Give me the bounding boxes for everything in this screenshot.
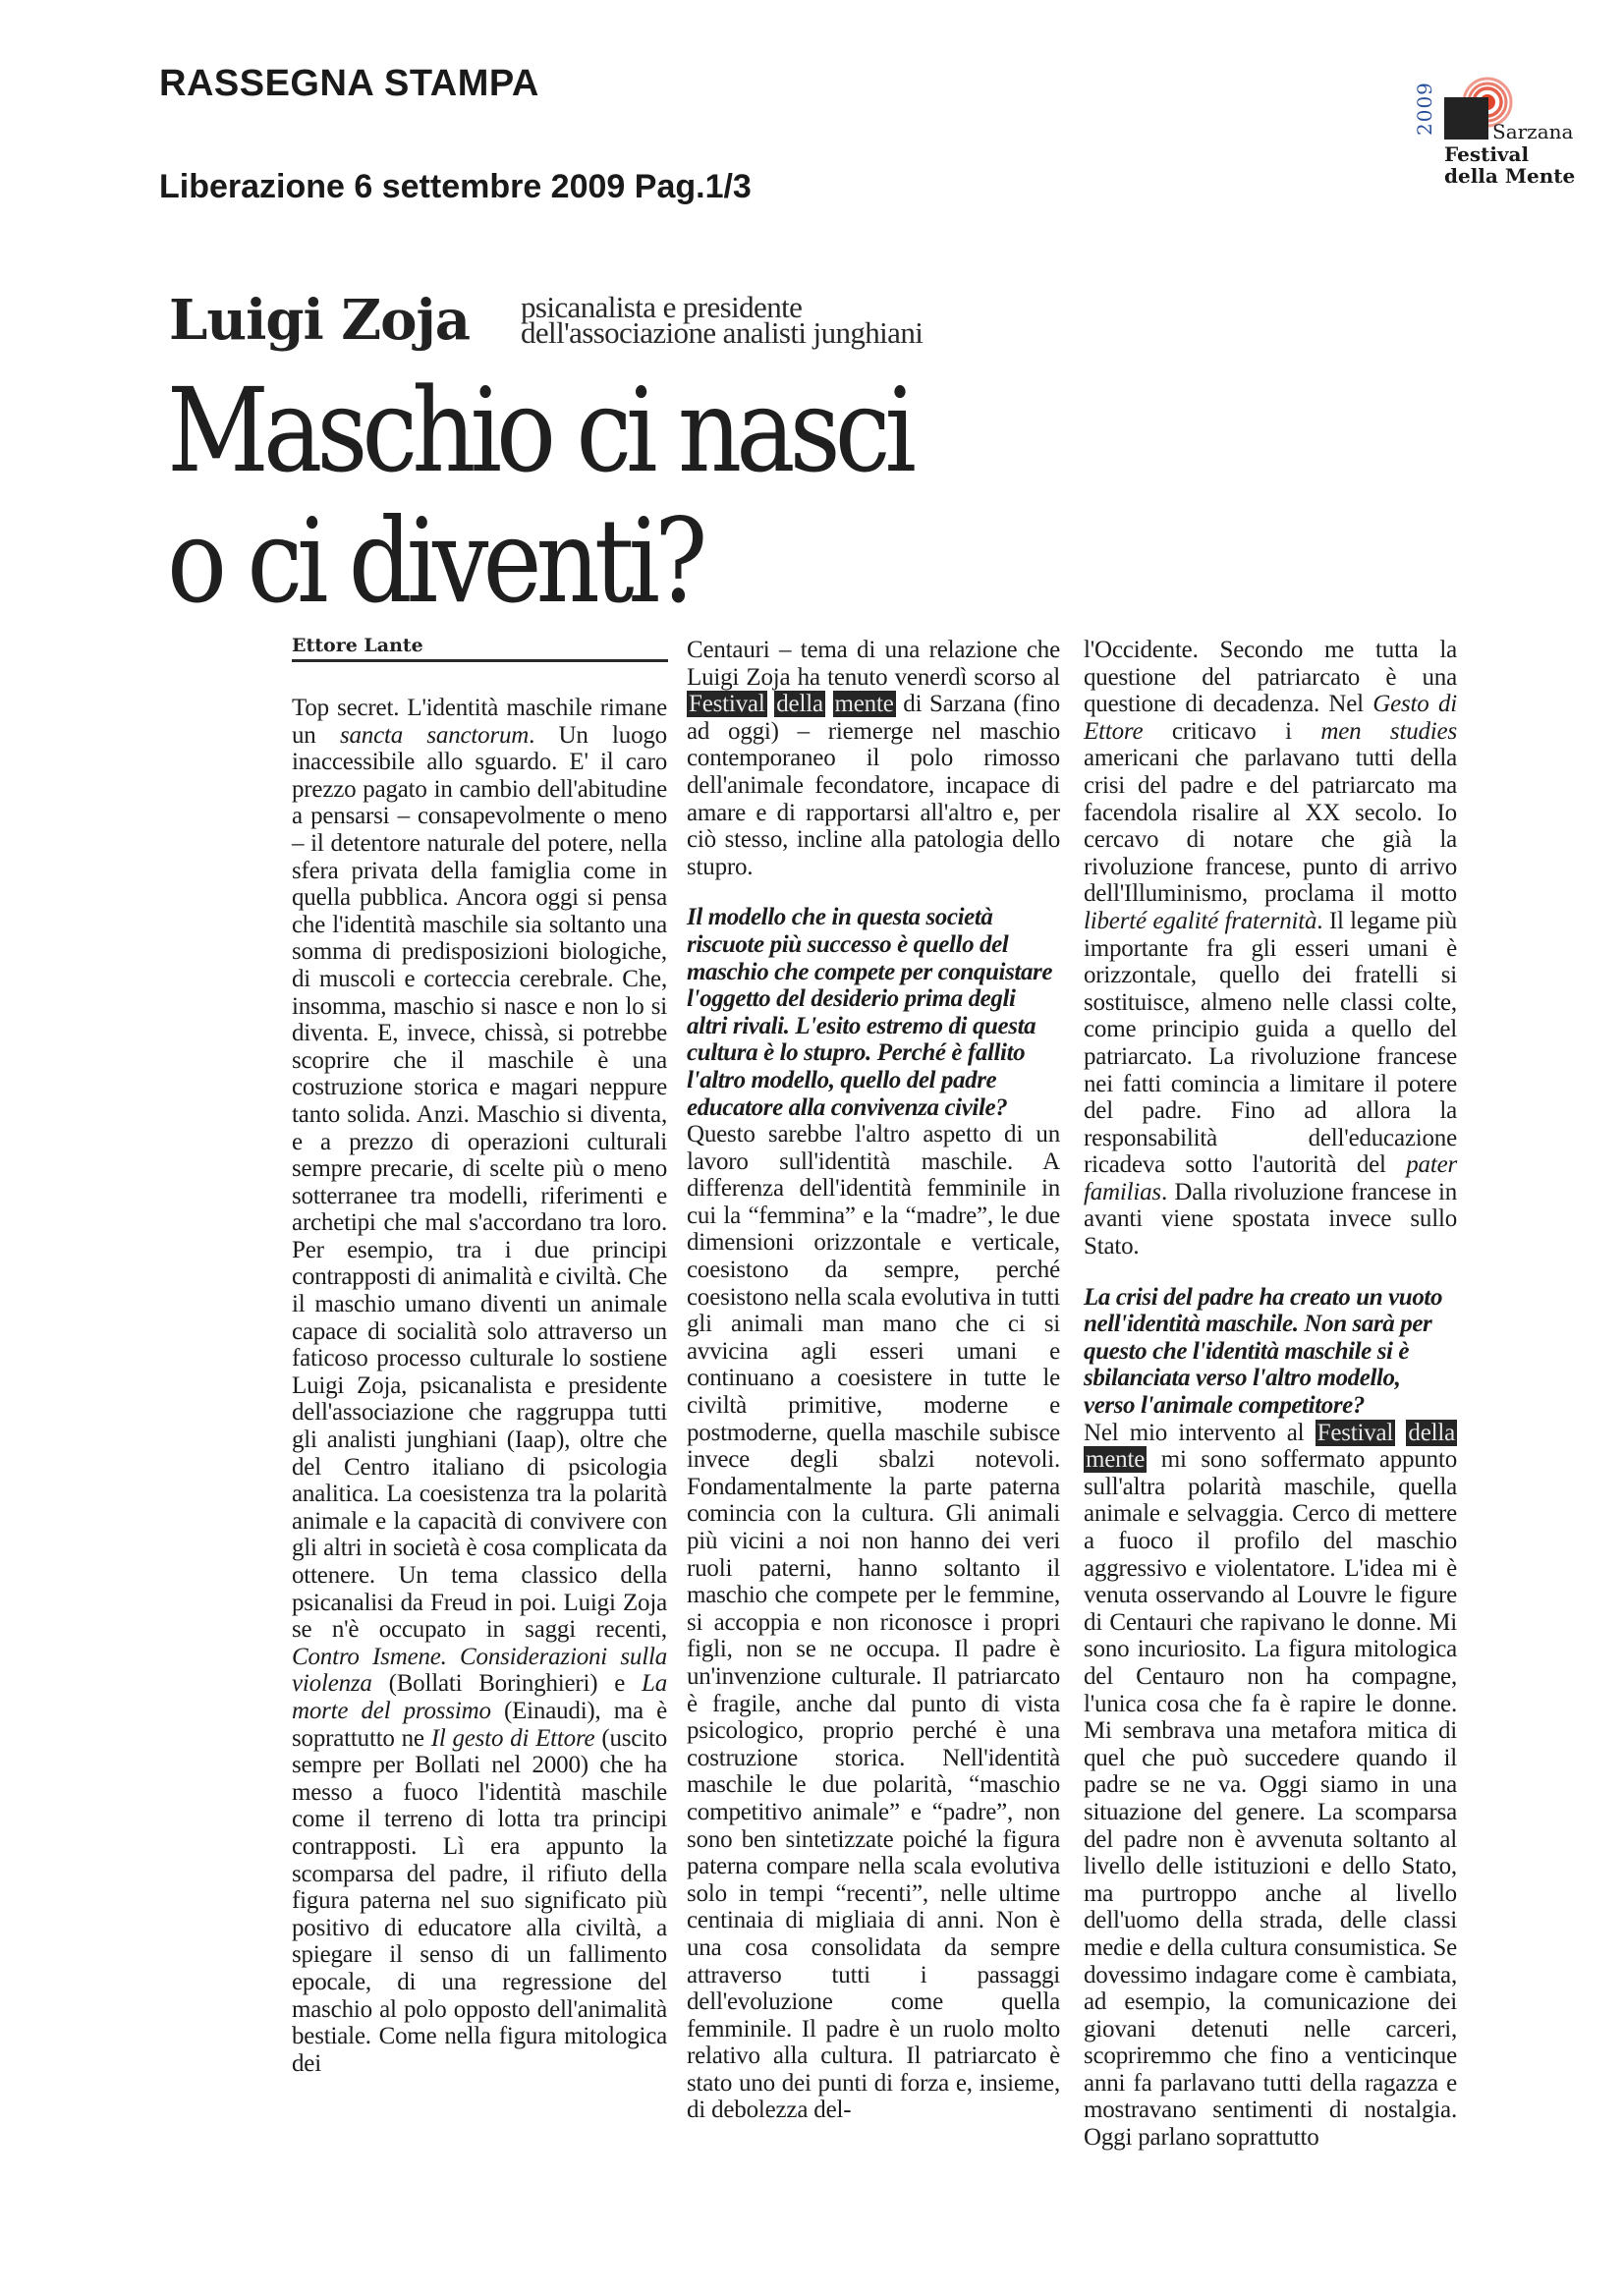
- book-title: La morte del prossimo: [292, 1670, 667, 1724]
- highlight-festival: Festival: [1316, 1419, 1394, 1446]
- paragraph: [1084, 1420, 1457, 2152]
- kicker-desc-line: psicanalista e presidente: [521, 290, 803, 324]
- interview-question: La crisi del padre ha creato un vuoto nell'identità maschile. Non sarà per questo che l'identità maschile si è sbilanciata verso l'altro modello, verso l'animale competitore?: [1084, 1283, 1443, 1420]
- text-run: Nel mio intervento al: [1084, 1419, 1316, 1446]
- kicker-description: [521, 290, 924, 350]
- logo-year: 2009: [1413, 82, 1436, 136]
- text-run: di Sarzana (fino ad oggi) – riemerge nel maschio contemporaneo il polo rimosso dell'animale fecondatore, incapace di amare e di rapportarsi all'altro e, per ciò stesso, incline alla patologia dello stupro.: [687, 691, 1060, 880]
- interview-question: Il modello che in questa società riscuote più successo è quello del maschio che compete per conquistare l'oggetto del desiderio prima degli altri rivali. L'esito estremo di questa cultura è lo stupro. Perché è fallito l'altro modello, quello del padre educatore alla convivenza civile?: [687, 904, 1053, 1121]
- text-run: Top secret. L'identità maschile rimane un: [292, 695, 667, 749]
- article-column-2: [687, 637, 1060, 2124]
- book-title: Il gesto di Ettore: [430, 1724, 595, 1752]
- text-run: . Il legame più importante fra gli esseri umani è orizzontale, quello dei fratelli si sostituisce, almeno nelle classi colte, come principio guida a quello del patriarcato. La rivoluzione francese nei fatti comincia a limitare il potere del padre. Fino ad allora la responsabilità dell'educazione ricadeva sotto l'autorità del: [1084, 907, 1457, 1179]
- text-run: (Bollati Boringhieri) e: [371, 1670, 642, 1698]
- text-run: Centauri – tema di una relazione che Luigi Zoja ha tenuto venerdì scorso al: [687, 637, 1060, 691]
- byline: Ettore Lante: [292, 635, 668, 662]
- highlight-mente: mente: [834, 691, 894, 718]
- festival-logo: [1415, 71, 1582, 198]
- kicker-desc-line: dell'associazione analisti junghiani: [521, 315, 924, 350]
- kicker-name: Luigi Zoja: [169, 288, 471, 353]
- headline: [167, 365, 911, 627]
- text-run: l'Occidente. Secondo me tutta la questione del patriarcato è una questione di decadenza. Nel: [1084, 637, 1457, 718]
- logo-text-festival: Festival: [1444, 142, 1530, 166]
- highlight-della: della: [1408, 1419, 1455, 1446]
- highlight-mente: mente: [1086, 1446, 1146, 1474]
- logo-text-sarzana: Sarzana: [1492, 120, 1574, 143]
- book-title: Contro Ismene. Considerazioni sulla violenza: [292, 1643, 667, 1698]
- headline-line: o ci diventi?: [167, 493, 702, 629]
- text-run: . Un luogo inaccessibile allo sguardo. E' il caro prezzo pagato in cambio dell'abitudine a pensarsi – consapevolmente o meno – il detentore naturale del potere, nella sfera privata della famiglia come in quella pubblica. Ancora oggi si pensa che l'identità maschile sia soltanto una somma di predisposizioni biologiche, di muscoli e corteccia cerebrale. Che, insomma, maschio si nasce e non lo si diventa. E, invece, chissà, si potrebbe scoprire che il maschile è una costruzione storica e magari neppure tanto solida. Anzi. Maschio si diventa, e a prezzo di operazioni culturali sempre precarie, di scelte più o meno sotterranee tra modelli, riferimenti e archetipi che mal s'accordano tra loro. Per esempio, tra i due principi contrapposti di animalità e civiltà. Che il maschio umano diventi un animale capace di socialità solo attraverso un faticoso processo culturale lo sostiene Luigi Zoja, psicanalista e presidente dell'associazione che raggruppa tutti gli analisti junghiani (Iaap), oltre che del Centro italiano di psicologia analitica. La coesistenza tra la polarità animale e la capacità di convivere con gli altri in società è cosa complicata da ottenere. Un tema classico della psicanalisi da Freud in poi. Luigi Zoja se n'è occupato in saggi recenti,: [292, 721, 667, 1644]
- article-column-1: [292, 695, 667, 2077]
- italic-text: liberté egalité fraternità: [1084, 907, 1317, 934]
- paragraph: Questo sarebbe l'altro aspetto di un lavoro sull'identità maschile. A differenza dell'identità femminile in cui la “femmina” e la “madre”, le due dimensioni orizzontale e verticale, coesistono da sempre, perché coesistono nella scala evolutiva in tutti gli animali man mano che ci si avvicina agli esseri umani e continuano a coesistere in tutte le civiltà primitive, moderne e postmoderne, quella maschile subisce invece degli sbalzi notevoli. Fondamentalmente la parte paterna comincia con la cultura. Gli animali più vicini a noi non hanno dei veri ruoli paterni, hanno soltanto il maschio che compete per le femmine, si accoppia e non riconosce i propri figli, non se ne occupa. Il padre è un'invenzione culturale. Il patriarcato è fragile, anche dal punto di vista psicologico, proprio perché è una costruzione storica. Nell'identità maschile le due polarità, “maschio competitivo animale” e “padre”, non sono ben sintetizzate poiché la figura paterna compare nella scala evolutiva solo in tempi “recenti”, nelle ultime centinaia di migliaia di anni. Non è una cosa consolidata da sempre attraverso tutti i passaggi dell'evoluzione come quella femminile. Il padre è un ruolo molto relativo alla cultura. Il patriarcato è stato uno dei punti di forza e, insieme, di debolezza del-: [687, 1121, 1060, 2124]
- highlight-festival: Festival: [689, 691, 765, 718]
- logo-text-della-mente: della Mente: [1444, 164, 1576, 188]
- source-line: Liberazione 6 settembre 2009 Pag.1/3: [159, 168, 752, 205]
- text-run: (Einaudi), ma è soprattutto ne: [292, 1697, 667, 1752]
- press-review-title: RASSEGNA STAMPA: [159, 63, 539, 104]
- text-run: . Dalla rivoluzione francese in avanti viene spostata invece sullo Stato.: [1084, 1178, 1457, 1260]
- italic-text: pater familias: [1084, 1151, 1457, 1205]
- italic-text: men studies: [1320, 717, 1457, 745]
- headline-line: Maschio ci nasci: [167, 363, 911, 498]
- text-run: criticavo i: [1143, 717, 1321, 745]
- text-run: mi sono soffermato appunto sull'altra polarità maschile, quella animale e selvaggia. Cerco di mettere a fuoco il profilo del maschio aggressivo e violentatore. L'idea mi è venuta osservando al Louvre le figure di Centauri che rapivano le donne. Mi sono incuriosito. La figura mitologica del Centauro non ha compagne, l'unica cosa che fa è rapire le donne. Mi sembrava una metafora mitica di quel che può succedere quando il padre se ne va. Oggi siamo in una situazione del genere. La scomparsa del padre non è avvenuta soltanto al livello delle istituzioni e dello Stato, ma purtroppo anche al livello dell'uomo della strada, delle classi medie e della cultura consumistica. Se dovessimo indagare come è cambiata, ad esempio, la comunicazione dei giovani detenuti nelle carceri, scopriremmo che fino a venticinque anni fa parlavano tutti della ragazza e mostravano sentimenti di nostalgia. Oggi parlano soprattutto: [1084, 1446, 1457, 2152]
- paragraph: [1084, 637, 1457, 1260]
- logo-square: [1444, 97, 1488, 140]
- spacer: [687, 880, 1060, 904]
- paragraph: [292, 695, 667, 2077]
- spacer: [1084, 1260, 1457, 1284]
- text-run: (uscito sempre per Bollati nel 2000) che ha messo a fuoco l'identità maschile come il terreno di lotta tra principi contrapposti. Lì era appunto la scomparsa del padre, il rifiuto della figura paterna nel suo significato più positivo di educatore alla civiltà, a spiegare il senso di un fallimento epocale, di una regressione del maschio al polo opposto dell'animalità bestiale. Come nella figura mitologica dei: [292, 1724, 667, 2077]
- italic-text: sancta sanctorum: [339, 721, 530, 749]
- highlight-della: della: [776, 691, 823, 718]
- article-column-3: [1084, 637, 1457, 2152]
- book-title: Gesto di Ettore: [1084, 691, 1457, 745]
- paragraph: [687, 637, 1060, 880]
- text-run: americani che parlavano tutti della crisi del padre e del patriarcato ma facendola risalire al XX secolo. Io cercavo di notare che già la rivoluzione francese, punto di arrivo dell'Illuminismo, proclama il motto: [1084, 745, 1457, 908]
